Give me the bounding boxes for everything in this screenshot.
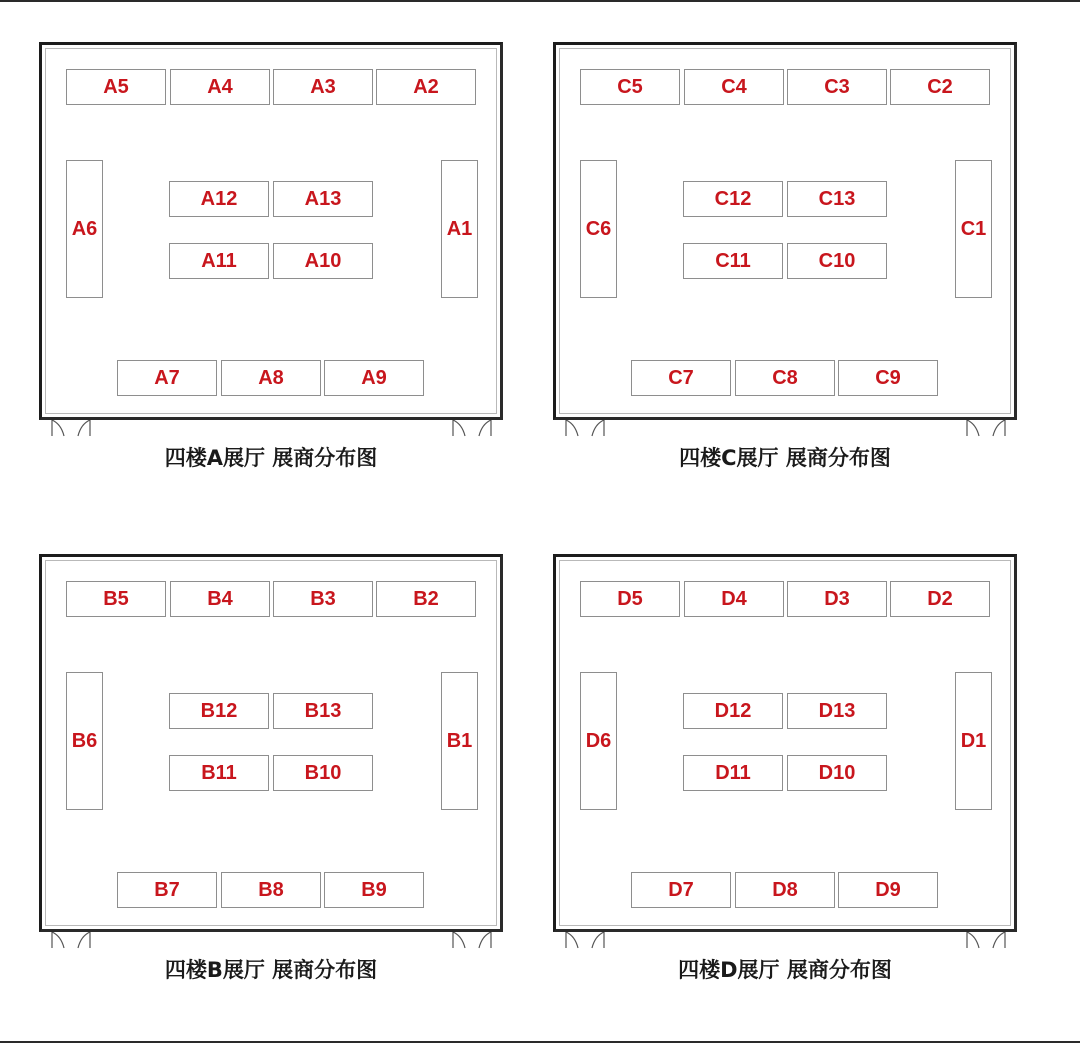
page-top-rule: [0, 0, 1080, 2]
booth[interactable]: D13: [787, 693, 887, 729]
double-door-icon: [565, 932, 605, 950]
booth[interactable]: C7: [631, 360, 731, 396]
booth[interactable]: D5: [580, 581, 680, 617]
double-door-icon: [51, 932, 91, 950]
hall-caption: 四楼D展厅 展商分布图: [678, 958, 892, 982]
hall-c: [553, 42, 1017, 472]
booth[interactable]: A4: [170, 69, 270, 105]
booth[interactable]: D1: [955, 672, 992, 810]
booth[interactable]: D9: [838, 872, 938, 908]
booth[interactable]: C6: [580, 160, 617, 298]
booth[interactable]: B11: [169, 755, 269, 791]
booth[interactable]: A9: [324, 360, 424, 396]
booth[interactable]: A13: [273, 181, 373, 217]
booth[interactable]: B7: [117, 872, 217, 908]
booth[interactable]: B13: [273, 693, 373, 729]
booth[interactable]: B10: [273, 755, 373, 791]
hall-a: [39, 42, 503, 472]
booth[interactable]: C1: [955, 160, 992, 298]
booth[interactable]: B5: [66, 581, 166, 617]
booth[interactable]: B8: [221, 872, 321, 908]
double-door-icon: [565, 420, 605, 438]
booth[interactable]: B6: [66, 672, 103, 810]
booth[interactable]: A11: [169, 243, 269, 279]
booth[interactable]: C11: [683, 243, 783, 279]
double-door-icon: [966, 420, 1006, 438]
booth[interactable]: D2: [890, 581, 990, 617]
booth[interactable]: A1: [441, 160, 478, 298]
double-door-icon: [51, 420, 91, 438]
booth[interactable]: B1: [441, 672, 478, 810]
booth[interactable]: B3: [273, 581, 373, 617]
booth[interactable]: C9: [838, 360, 938, 396]
booth[interactable]: A12: [169, 181, 269, 217]
booth[interactable]: D11: [683, 755, 783, 791]
booth[interactable]: D12: [683, 693, 783, 729]
booth[interactable]: C8: [735, 360, 835, 396]
booth[interactable]: A10: [273, 243, 373, 279]
booth[interactable]: A7: [117, 360, 217, 396]
booth[interactable]: D3: [787, 581, 887, 617]
booth[interactable]: C10: [787, 243, 887, 279]
hall-d: [553, 554, 1017, 984]
double-door-icon: [452, 420, 492, 438]
booth[interactable]: A5: [66, 69, 166, 105]
booth[interactable]: D10: [787, 755, 887, 791]
booth[interactable]: C12: [683, 181, 783, 217]
booth[interactable]: D8: [735, 872, 835, 908]
booth[interactable]: C13: [787, 181, 887, 217]
booth[interactable]: A6: [66, 160, 103, 298]
booth[interactable]: B2: [376, 581, 476, 617]
hall-caption: 四楼B展厅 展商分布图: [164, 958, 378, 982]
booth[interactable]: B12: [169, 693, 269, 729]
booth[interactable]: D7: [631, 872, 731, 908]
hall-b: [39, 554, 503, 984]
page-bottom-rule: [0, 1041, 1080, 1043]
booth[interactable]: A3: [273, 69, 373, 105]
booth[interactable]: B4: [170, 581, 270, 617]
booth[interactable]: C4: [684, 69, 784, 105]
booth[interactable]: D4: [684, 581, 784, 617]
booth[interactable]: A8: [221, 360, 321, 396]
booth[interactable]: C3: [787, 69, 887, 105]
booth[interactable]: B9: [324, 872, 424, 908]
booth[interactable]: C5: [580, 69, 680, 105]
booth[interactable]: C2: [890, 69, 990, 105]
double-door-icon: [966, 932, 1006, 950]
booth[interactable]: D6: [580, 672, 617, 810]
booth[interactable]: A2: [376, 69, 476, 105]
double-door-icon: [452, 932, 492, 950]
hall-caption: 四楼C展厅 展商分布图: [679, 446, 891, 470]
hall-caption: 四楼A展厅 展商分布图: [164, 446, 378, 470]
